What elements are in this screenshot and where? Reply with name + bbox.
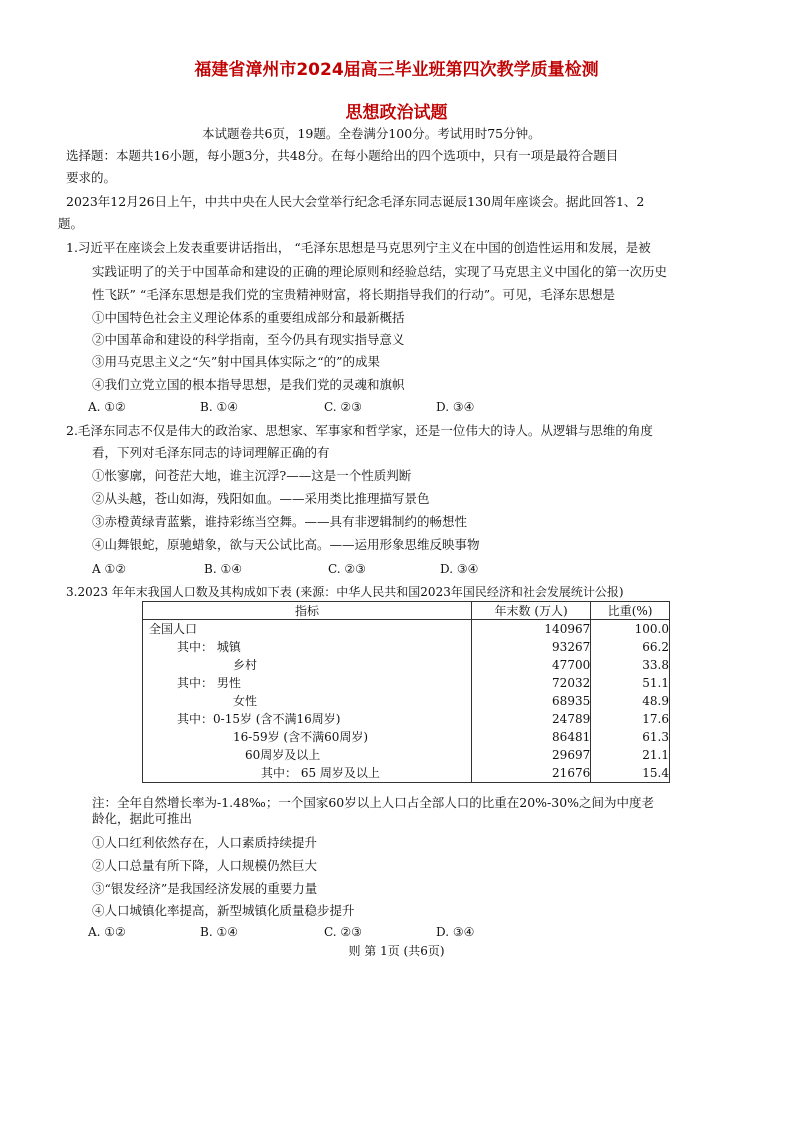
cell-year-end: 140967 [472,620,591,639]
table-header-row [143,602,670,620]
header-year-end: 年末数 (万人) [472,602,591,620]
q2-item-4: ④山舞银蛇，原驰蜡象，欲与天公试比高。——运用形象思维反映事物 [92,537,480,552]
q1-item-2: ②中国革命和建设的科学指南，至今仍具有现实指导意义 [92,332,405,347]
cell-year-end: 86481 [472,728,591,746]
q1-stem-1: 1.习近平在座谈会上发表重要讲话指出， “毛泽东思想是马克思列宁主义在中国的创造性运用和发展，是被 [66,240,651,255]
q3-option-b[interactable]: B. ①④ [200,925,238,939]
cell-year-end: 68935 [472,692,591,710]
table-row [143,746,670,764]
q2-option-b[interactable]: B. ①④ [204,562,242,576]
q1-option-d[interactable]: D. ③④ [436,400,475,414]
header-indicator: 指标 [143,602,472,620]
q1-stem-3: 性飞跃” “毛泽东思想是我们党的宝贵精神财富，将长期指导我们的行动”。可见，毛泽东思想是 [92,287,616,302]
q2-item-3: ③赤橙黄绿青蓝紫，谁持彩练当空舞。——具有非逻辑制约的畅想性 [92,514,468,529]
cell-share: 100.0 [591,620,670,639]
cell-indicator: 乡村 [143,656,472,674]
q3-stem: 3.2023 年年末我国人口数及其构成如下表 (来源：中华人民共和国2023年国民经济和社会发展统计公报) [66,585,624,599]
q1-item-1: ①中国特色社会主义理论体系的重要组成部分和最新概括 [92,310,405,325]
q1-option-b[interactable]: B. ①④ [200,400,238,414]
exam-subtitle: 思想政治试题 [345,103,448,123]
q2-options [92,562,478,576]
cell-indicator: 其中：0-15岁 (含不满16周岁) [143,710,472,728]
q3-option-a[interactable]: A. ①② [88,925,126,939]
q3-item-2: ②人口总量有所下降，人口规模仍然巨大 [92,858,318,873]
table-body [143,620,670,783]
q1-item-4: ④我们立党立国的根本指导思想，是我们党的灵魂和旗帜 [92,377,405,392]
cell-year-end: 93267 [472,638,591,656]
table-row [143,638,670,656]
q3-option-d[interactable]: D. ③④ [436,925,475,939]
q3-item-3: ③“银发经济”是我国经济发展的重要力量 [92,881,318,896]
cell-year-end: 21676 [472,764,591,783]
q3-item-4: ④人口城镇化率提高，新型城镇化质量稳步提升 [92,903,355,918]
cell-share: 15.4 [591,764,670,783]
cell-share: 48.9 [591,692,670,710]
cell-indicator: 16-59岁 (含不满60周岁) [143,728,472,746]
exam-info: 本试题卷共6页，19题。全卷满分100分。考试用时75分钟。 [202,126,541,141]
cell-year-end: 24789 [472,710,591,728]
q3-options [88,925,474,939]
q1-options [88,400,474,414]
header-share: 比重(%) [591,602,670,620]
cell-indicator: 全国人口 [143,620,472,639]
table-row [143,656,670,674]
population-table [142,601,670,783]
q1-option-a[interactable]: A. ①② [88,400,126,414]
cell-indicator: 60周岁及以上 [143,746,472,764]
q2-stem-1: 2.毛泽东同志不仅是伟大的政治家、思想家、军事家和哲学家，还是一位伟大的诗人。从逻辑与思维的角度 [66,423,653,438]
q2-stem-2: 看，下列对毛泽东同志的诗词理解正确的有 [92,445,330,460]
cell-indicator: 女性 [143,692,472,710]
table-row [143,728,670,746]
instructions-line-1: 选择题：本题共16小题，每小题3分，共48分。在每小题给出的四个选项中，只有一项是最符合题目 [66,148,619,163]
q3-item-1: ①人口红利依然存在，人口素质持续提升 [92,835,318,850]
cell-share: 21.1 [591,746,670,764]
cell-share: 51.1 [591,674,670,692]
q2-option-d[interactable]: D. ③④ [440,562,479,576]
q3-note-2: 龄化，据此可推出 [92,811,193,826]
cell-year-end: 29697 [472,746,591,764]
context-line-1: 2023年12月26日上午，中共中央在人民大会堂举行纪念毛泽东同志诞辰130周年座谈会。据此回答1、2 [66,194,645,209]
cell-indicator: 其中： 65 周岁及以上 [143,764,472,783]
cell-year-end: 47700 [472,656,591,674]
cell-share: 66.2 [591,638,670,656]
instructions-line-2: 要求的。 [66,170,117,185]
q3-note-1: 注：全年自然增长率为-1.48‰；一个国家60岁以上人口占全部人口的比重在20%-30%之间为中度老 [92,795,655,810]
q2-option-c[interactable]: C. ②③ [328,562,366,576]
table-row [143,764,670,783]
q2-option-a[interactable]: A ①② [92,562,126,576]
q1-item-3: ③用马克思主义之“矢”射中国具体实际之“的”的成果 [92,354,381,369]
table-row [143,620,670,639]
q1-stem-2: 实践证明了的关于中国革命和建设的正确的理论原则和经验总结，实现了马克思主义中国化的第一次历史 [92,264,668,279]
table-row [143,710,670,728]
context-line-2: 题。 [58,216,84,231]
q2-item-1: ①怅寥廓，问苍茫大地，谁主沉浮?——这是一个性质判断 [92,468,412,483]
cell-share: 17.6 [591,710,670,728]
q1-option-c[interactable]: C. ②③ [324,400,362,414]
q3-option-c[interactable]: C. ②③ [324,925,362,939]
cell-indicator: 其中： 男性 [143,674,472,692]
exam-title: 福建省漳州市2024届高三毕业班第四次教学质量检测 [194,60,599,80]
table-row [143,692,670,710]
cell-year-end: 72032 [472,674,591,692]
q2-item-2: ②从头越，苍山如海，残阳如血。——采用类比推理描写景色 [92,491,430,506]
cell-share: 33.8 [591,656,670,674]
cell-share: 61.3 [591,728,670,746]
page-footer: 则 第 1页 (共6页) [348,944,445,958]
cell-indicator: 其中： 城镇 [143,638,472,656]
table-row [143,674,670,692]
